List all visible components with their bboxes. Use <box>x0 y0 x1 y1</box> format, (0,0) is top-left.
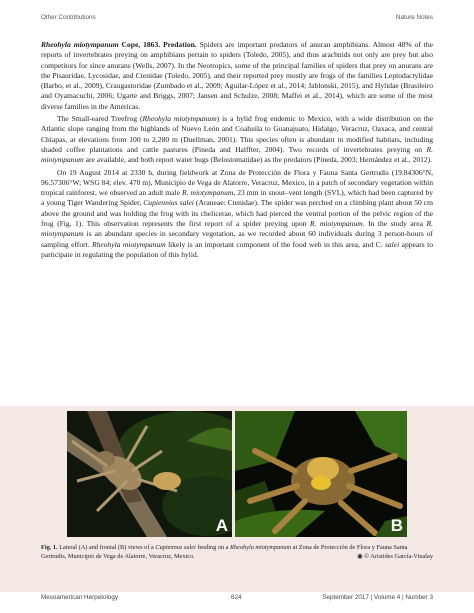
p3-text-1: On 19 August 2014 at 2330 h, during fieldwork at Zona de Protección de Flora y Fauna Santa Gertrudis (19.84306°N, 96.57306°W; WSG 84; elev. 470 m), Municipio de Vega de Alatorre, Veracruz, Mexico, in a patch of secondary vegetation within tropical rainforest, we observed an adult male <box>41 167 433 198</box>
p2-species-2: R. miotympanum <box>41 144 433 165</box>
photo-credit <box>357 552 433 561</box>
caption-text-1: Lateral (A) and frontal (B) views of a <box>57 544 156 551</box>
paragraph-1-text: Spiders are important predators of anuran amphibians. Almost 48% of the reports of invertebrates preying on amphibians pertain to spiders (Toledo, 2005), and thus arachnids not only are prey but also competitors for since anurans (Wells, 2007). In the Neotropics, some of the principal families of spiders that prey on anurans are the Pisauridae, Lycosidae, and Ctenidae (Toledo, 2005), and their reported prey mostly are frogs of the families Leptodactylidae (Barbo, et al., 2009), Craugastoridae (Zumbado et al., 2009; Aguilar-López et al., 2014; Jablonski, 2015), and Hylidae (Brasileiro and Oyamacuchi, 2006; Ugarte and Briggs, 2007; Jansen and Schulze, 2008; Maffei et al., 2014), which are some of the most diverse families in the Americas. <box>41 40 433 111</box>
caption-species-2: Rheohyla miotympanum <box>230 544 292 551</box>
footer-journal: Mesoamerican Herpetology <box>41 594 118 601</box>
panel-label-a: A <box>215 516 228 535</box>
spider-frog-lateral-photo <box>67 411 232 537</box>
p3-text-3: (Araneae: Ctenidae). The spider was perched on a climbing plant about 50 cm above the ground and was holding the frog with its chelicerae, which had pierced the ventral portion of the pelvic region of the frog (Fig. 1). This observation represents the first report of a spider preying upon <box>41 198 433 229</box>
p3-species-5: Rheohyla miotympanum <box>92 239 166 249</box>
paragraph-2 <box>41 114 433 165</box>
p2-text-2: ) is a hylid frog endemic to Mexico, with a wide distribution on the Atlantic slope ranging from the highlands of Nuevo León and Coahuila to Guanajuato, Hidalgo, Veracruz, Oaxaca, and central Chiapas, at elevations from 100 to 2,280 m (Duellman, 2001). This species often is abundant in modified habitats, including shaded coffee plantations and cattle pastures (Pineda and Halffter, 2004). Two records of invertebrates preying on <box>41 114 433 154</box>
p3-species-4: R. miotympanum <box>41 219 433 239</box>
header-note-type: Nature Notes <box>395 14 433 21</box>
paragraph-3 <box>41 168 433 261</box>
photo-panel-a <box>67 411 232 537</box>
camera-icon: ◉ <box>357 553 363 560</box>
figure-caption <box>41 543 433 561</box>
p2-text-3: are available, and both report water bugs (Belostomatidae) as the predators (Pineda, 2003; Hernández et al., 2012). <box>83 155 433 165</box>
note-heading: Cope, 1863. Predation. <box>118 40 197 49</box>
footer-issue: September 2017 | Volume 4 | Number 3 <box>322 594 433 601</box>
p2-species-1: Rheohyla miotympanum <box>142 114 217 124</box>
photo-panel-b <box>235 411 407 537</box>
paragraph-1 <box>41 40 433 112</box>
caption-text-2: feeding on a <box>195 544 231 551</box>
article-body <box>41 40 433 262</box>
p3-species-6: salei <box>384 239 400 249</box>
panel-label-b: B <box>390 516 403 535</box>
species-heading: Rheohyla miotympanum <box>41 40 119 49</box>
spider-frog-frontal-photo <box>235 411 407 537</box>
footer-page-number: 624 <box>231 594 242 601</box>
p2-text-1: The Small-eared Treefrog ( <box>57 114 143 124</box>
p3-text-6: likely is an important component of the food web in this area, and C. <box>165 239 385 249</box>
p3-text-2: , 23 mm in snout–vent length (SVL), which had been captured by a young Tiger Wandering Spider, <box>41 188 433 208</box>
caption-text-3: at Zona de Protección de Flora y Fauna Santa Gertrudis, Municipio de Vega de Alatorre, Veracruz, Mexico. <box>41 544 408 560</box>
p3-species-1: R. miotympanum <box>182 188 234 198</box>
photo-credit-text: © Arístides García-Vinalay <box>364 553 433 560</box>
p3-species-2: Cupiennius salei <box>143 198 194 208</box>
p3-species-3: R. miotympanum <box>309 219 363 229</box>
p3-text-7: appears to participate in regulating the population of this hylid. <box>41 239 433 259</box>
header-section: Other Contributions <box>41 14 96 21</box>
caption-label: Fig. 1. <box>41 544 58 551</box>
caption-species-1: Cupiennus salei <box>155 544 196 551</box>
p3-text-4: . In the study area <box>362 219 427 229</box>
p3-text-5: is an abundant species in secondary vegetation, as we recorded about 60 individuals during 3 person-hours of sampling effort. <box>41 229 433 249</box>
running-header <box>41 14 433 24</box>
